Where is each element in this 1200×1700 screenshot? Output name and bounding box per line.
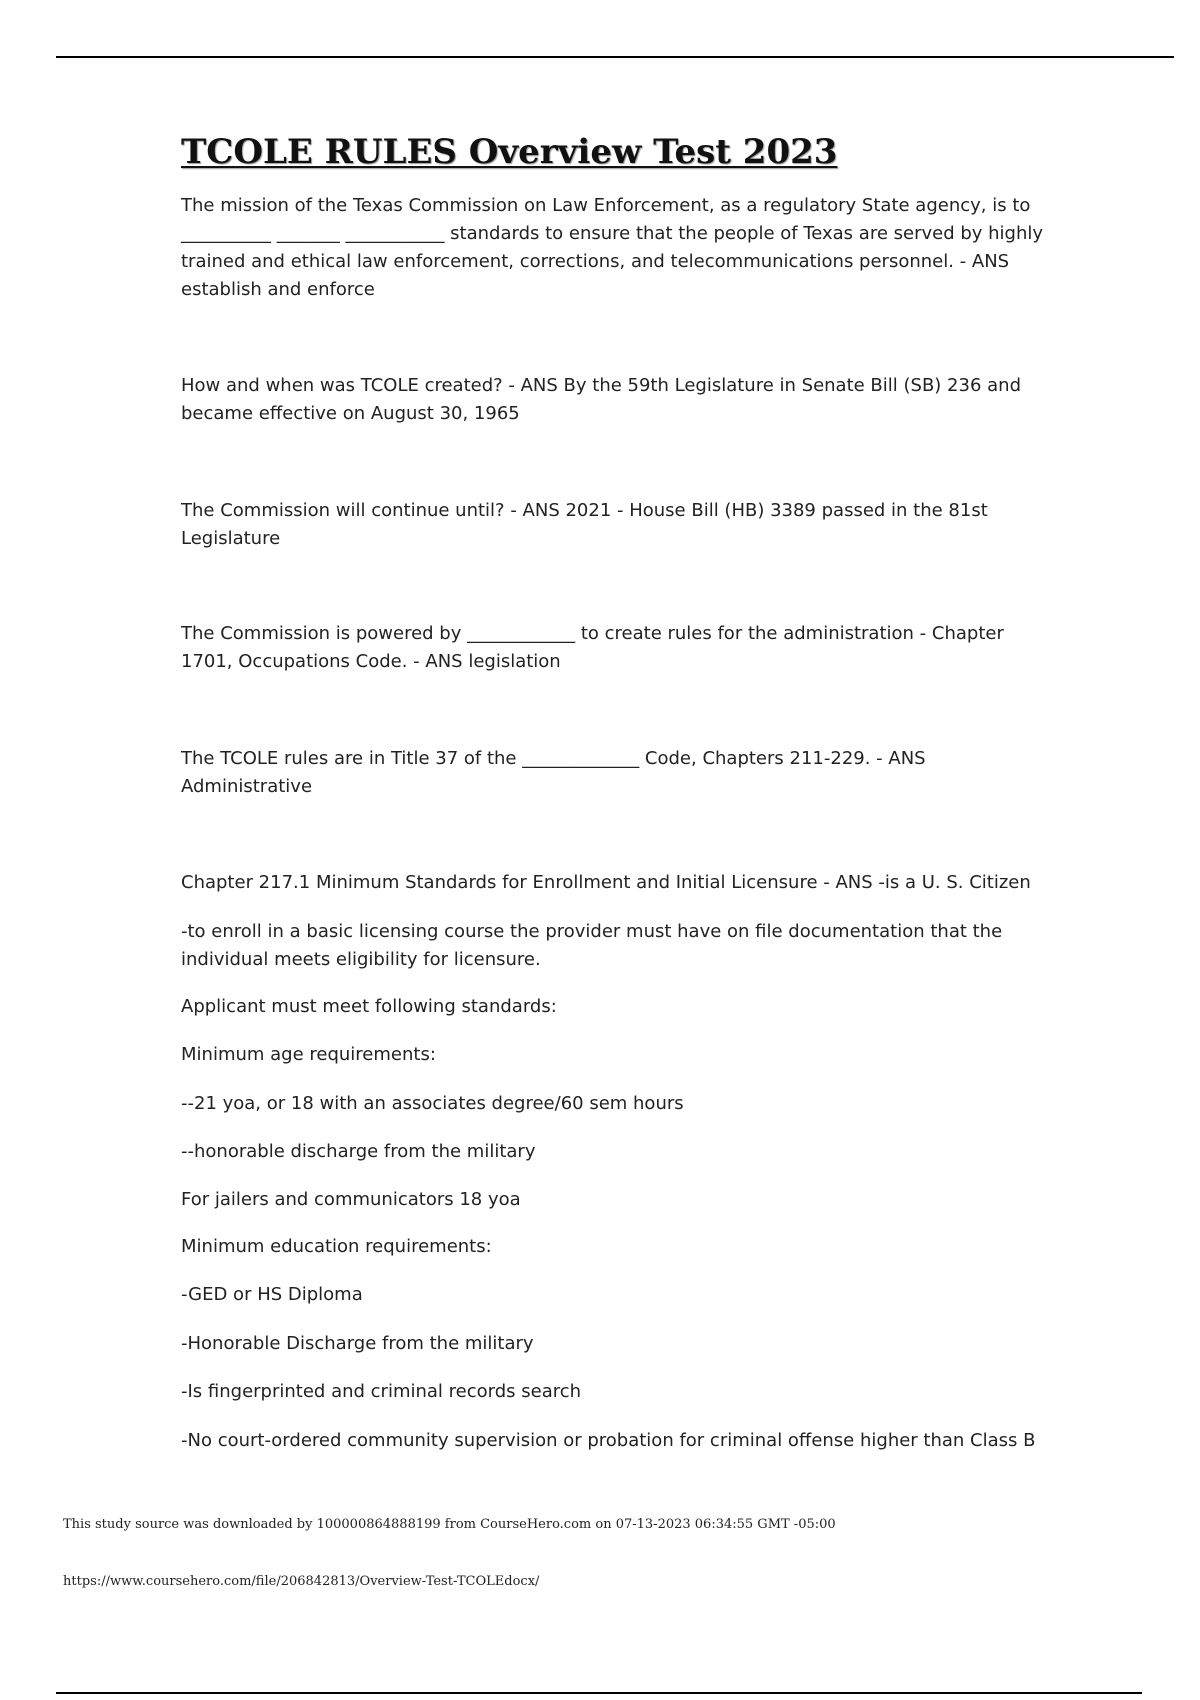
paragraph-title-37: The TCOLE rules are in Title 37 of the _____________ Code, Chapters 211-229. - ANS Administrative [181, 748, 926, 797]
top-divider [56, 56, 1174, 58]
paragraph-creation: How and when was TCOLE created? - ANS By the 59th Legislature in Senate Bill (SB) 236 and became effective on August 30, 1965 [181, 375, 1021, 424]
paragraph-continuation: The Commission will continue until? - ANS 2021 - House Bill (HB) 3389 passed in the 81st Legislature [181, 500, 988, 549]
list-item: -GED or HS Diploma [181, 1284, 363, 1305]
list-item: Minimum education requirements: [181, 1236, 492, 1257]
paragraph-chapter-217: Chapter 217.1 Minimum Standards for Enrollment and Initial Licensure - ANS -is a U. S. Citizen [181, 872, 1031, 893]
list-item: Minimum age requirements: [181, 1044, 436, 1065]
bottom-divider [56, 1692, 1142, 1694]
paragraph-enroll: -to enroll in a basic licensing course the provider must have on file documentation that the individual meets eligibility for licensure. [181, 921, 1003, 970]
list-item: -Is fingerprinted and criminal records search [181, 1381, 582, 1402]
list-item: --honorable discharge from the military [181, 1141, 536, 1162]
list-item: Applicant must meet following standards: [181, 996, 557, 1017]
list-item: For jailers and communicators 18 yoa [181, 1189, 521, 1210]
download-notice: This study source was downloaded by 100000864888199 from CourseHero.com on 07-13-2023 06:34:55 GMT -05:00 [63, 1517, 836, 1532]
paragraph-powered-by: The Commission is powered by ____________ to create rules for the administration - Chapter 1701, Occupations Code. - ANS legislation [181, 623, 1004, 672]
list-item: -Honorable Discharge from the military [181, 1333, 534, 1354]
list-item: --21 yoa, or 18 with an associates degree/60 sem hours [181, 1093, 684, 1114]
paragraph-mission: The mission of the Texas Commission on Law Enforcement, as a regulatory State agency, is to __________ _______ ___________ standards to ensure that the people of Texas are served by highly trained and ethical law enforcement, corrections, and telecommunications personnel. - ANS establish and enforce [181, 195, 1044, 300]
list-item: -No court-ordered community supervision or probation for criminal offense higher than Class B [181, 1430, 1036, 1451]
source-url: https://www.coursehero.com/file/206842813/Overview-Test-TCOLEdocx/ [63, 1574, 540, 1589]
document-title: TCOLE RULES Overview Test 2023 [181, 132, 838, 172]
